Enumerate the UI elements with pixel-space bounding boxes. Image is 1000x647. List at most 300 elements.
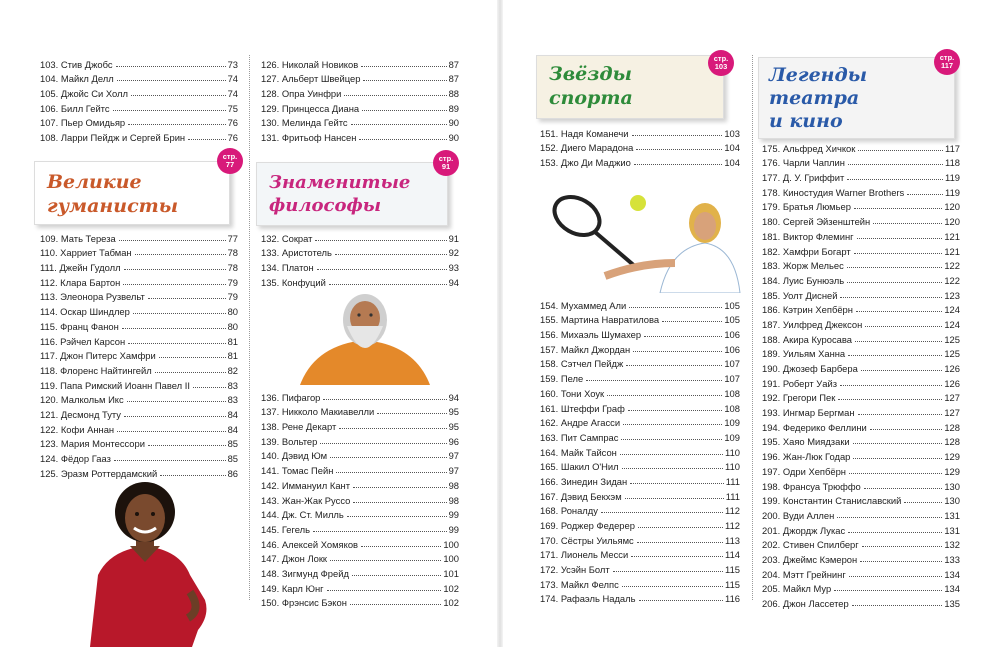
entry-title: 103. Стив Джобс [40, 58, 113, 70]
toc-entry [762, 492, 960, 507]
dot-leader [629, 307, 722, 308]
entry-title: 155. Мартина Навратилова [540, 314, 660, 326]
entry-title: 159. Пеле [540, 373, 584, 385]
toc-entry [40, 405, 238, 420]
dot-leader [123, 284, 225, 285]
section-heading-humanists [34, 161, 230, 225]
entry-page: 115 [725, 578, 740, 590]
dot-leader [315, 240, 446, 241]
entry-title: 134. Платон [261, 262, 314, 274]
entry-page: 101 [443, 567, 459, 579]
dot-leader [148, 445, 226, 446]
dot-leader [870, 429, 943, 430]
entry-title: 108. Ларри Пейдж и Сергей Брин [40, 132, 186, 144]
dot-leader [335, 254, 447, 255]
toc-entry [261, 432, 459, 447]
entry-page: 125 [944, 333, 960, 345]
dot-leader [119, 240, 226, 241]
dot-leader [128, 343, 225, 344]
entry-title: 153. Джо Ди Маджио [540, 157, 631, 169]
dot-leader [858, 414, 943, 415]
entry-page: 108 [724, 402, 740, 414]
dot-leader [847, 282, 942, 283]
toc-entry [762, 433, 960, 448]
dot-leader [634, 164, 723, 165]
toc-entry [762, 418, 960, 433]
entry-title: 104. Майкл Делл [40, 73, 114, 85]
entry-page: 105 [724, 299, 740, 311]
entry-page: 73 [227, 58, 238, 70]
toc-entry [762, 550, 960, 565]
entry-page: 116 [725, 593, 740, 605]
toc-entry [540, 502, 740, 517]
badge-label: стр. [713, 54, 729, 63]
dot-leader [848, 532, 942, 533]
badge-label: стр. [222, 152, 238, 161]
dot-leader [855, 341, 942, 342]
entry-title: 142. Иммануил Кант [261, 479, 351, 491]
entry-title: 106. Билл Гейтс [40, 102, 110, 114]
entry-page: 88 [448, 88, 459, 100]
toc-entry [40, 128, 238, 143]
dot-leader [625, 498, 724, 499]
entry-page: 119 [945, 186, 960, 198]
entry-title: 190. Джозеф Барбера [762, 363, 858, 374]
toc-entry [261, 447, 459, 462]
toc-entry [762, 374, 960, 389]
entry-page: 112 [725, 505, 740, 517]
entry-page: 115 [725, 564, 740, 576]
entry-title: 173. Майкл Фелпс [540, 578, 619, 590]
toc-entry [261, 417, 459, 432]
toc-entry [261, 273, 459, 288]
entry-title: 185. Уолт Дисней [762, 289, 838, 301]
entry-page: 100 [443, 553, 459, 565]
entry-title: 133. Аристотель [261, 247, 332, 259]
entry-title: 119. Папа Римский Иоанн Павел II [40, 379, 190, 391]
entry-title: 126. Николай Новиков [261, 58, 359, 70]
entry-title: 165. Шакил О'Нил [540, 461, 619, 473]
entry-title: 193. Ингмар Бергман [762, 407, 855, 419]
entry-page: 130 [944, 495, 960, 507]
toc-entry [540, 575, 740, 590]
entry-page: 94 [448, 391, 459, 403]
dot-leader [848, 355, 942, 356]
dot-leader [620, 454, 723, 455]
entry-page: 74 [227, 88, 238, 100]
toc-entry [40, 435, 238, 450]
entry-title: 194. Федерико Феллини [762, 421, 867, 433]
dot-leader [636, 149, 722, 150]
entry-page: 108 [724, 387, 740, 399]
entry-page: 111 [725, 490, 740, 502]
toc-entry [540, 369, 740, 384]
dot-leader [856, 311, 942, 312]
toc-entry [540, 487, 740, 502]
badge-label: стр. [438, 154, 454, 163]
toc-entry [762, 330, 960, 345]
toc-entry [261, 594, 459, 609]
dot-leader [601, 512, 723, 513]
entry-page: 135 [944, 598, 960, 609]
entry-page: 79 [227, 291, 238, 303]
entry-title: 198. Франсуа Трюффо [762, 480, 861, 492]
toc-entry [261, 388, 459, 403]
entry-title: 191. Роберт Уайз [762, 377, 837, 389]
entry-page: 92 [448, 247, 459, 259]
entry-page: 109 [724, 417, 740, 429]
dot-leader [124, 269, 226, 270]
dot-leader [854, 208, 942, 209]
entry-page: 121 [944, 245, 960, 257]
toc-entry [762, 594, 960, 609]
entry-title: 168. Роналду [540, 505, 598, 517]
toc-entry [540, 325, 740, 340]
entry-title: 187. Уилфред Джексон [762, 318, 863, 330]
toc-entry [540, 399, 740, 414]
toc-entry [40, 347, 238, 362]
toc-entry [261, 520, 459, 535]
entry-title: 131. Фритьоф Нансен [261, 132, 357, 144]
dot-leader [904, 502, 942, 503]
toc-entry [40, 258, 238, 273]
entry-title: 188. Акира Куросава [762, 333, 852, 345]
toc-entry [40, 229, 238, 244]
entry-title: 205. Майкл Мур [762, 583, 832, 595]
dot-leader [834, 590, 942, 591]
entry-page: 90 [448, 132, 459, 144]
entry-page: 78 [227, 247, 238, 259]
toc-entry [762, 521, 960, 536]
dot-leader [117, 431, 225, 432]
entry-page: 94 [448, 276, 459, 288]
entry-page: 74 [227, 73, 238, 85]
toc-entry [40, 244, 238, 259]
entry-page: 83 [227, 379, 238, 391]
toc-entry [762, 183, 960, 198]
entry-page: 119 [945, 172, 960, 184]
toc-entry [540, 355, 740, 370]
entry-page: 102 [443, 597, 459, 609]
toc-entry [261, 99, 459, 114]
dot-leader [854, 253, 943, 254]
dot-leader [160, 475, 225, 476]
section-heading-sport [536, 55, 724, 119]
entry-page: 76 [227, 132, 238, 144]
dot-leader [637, 542, 723, 543]
entry-title: 181. Виктор Флеминг [762, 230, 854, 242]
entry-page: 90 [448, 117, 459, 129]
section-heading-text: Звёзды спорта [549, 63, 633, 109]
entry-page: 127 [944, 392, 960, 404]
dot-leader [114, 460, 226, 461]
toc-entry [40, 420, 238, 435]
toc-entry [261, 55, 459, 70]
toc-entry [261, 258, 459, 273]
entry-page: 91 [448, 232, 459, 244]
toc-entry [540, 124, 740, 139]
toc-entry [540, 153, 740, 168]
tennis-illustration [545, 188, 745, 293]
toc-entry [762, 536, 960, 551]
entry-title: 163. Пит Сампрас [540, 431, 619, 443]
dot-leader [838, 399, 942, 400]
dot-leader [626, 365, 722, 366]
toc-entry [762, 168, 960, 183]
badge-page: 91 [441, 162, 451, 171]
toc-entry [40, 84, 238, 99]
toc-entry [762, 477, 960, 492]
toc-entry [762, 403, 960, 418]
entry-page: 84 [227, 408, 238, 420]
toc-entry [540, 458, 740, 473]
entry-title: 151. Надя Команечи [540, 127, 629, 139]
toc-entry [762, 565, 960, 580]
section-heading-philosophers [256, 162, 448, 226]
entry-title: 109. Мать Тереза [40, 232, 116, 244]
dot-leader [631, 556, 723, 557]
dot-leader [630, 483, 724, 484]
toc-entry [261, 244, 459, 259]
dot-leader [353, 487, 447, 488]
dot-leader [336, 472, 446, 473]
entry-title: 162. Андре Агасси [540, 417, 621, 429]
dot-leader [613, 571, 723, 572]
page-badge [708, 50, 734, 76]
dot-leader [864, 488, 943, 489]
toc-entry [40, 273, 238, 288]
entry-page: 95 [448, 406, 459, 418]
toc-entry [540, 384, 740, 399]
dot-leader [632, 135, 723, 136]
toc-entry [540, 340, 740, 355]
entry-title: 115. Франц Фанон [40, 320, 119, 332]
dot-leader [853, 458, 942, 459]
entry-title: 144. Дж. Ст. Милль [261, 509, 344, 521]
entry-title: 160. Тони Хоук [540, 387, 605, 399]
dot-leader [607, 395, 722, 396]
entry-title: 206. Джон Лассетер [762, 598, 849, 609]
dot-leader [320, 443, 446, 444]
entry-page: 129 [944, 451, 960, 463]
entry-page: 98 [448, 479, 459, 491]
toc-list-top-left [40, 55, 238, 143]
toc-entry [762, 154, 960, 169]
entry-page: 77 [227, 232, 238, 244]
toc-entry [261, 550, 459, 565]
toc-list-sport-b [540, 296, 740, 604]
entry-page: 103 [724, 127, 740, 139]
entry-title: 203. Джеймс Кэмерон [762, 553, 858, 565]
entry-title: 197. Одри Хепбёрн [762, 465, 846, 477]
entry-title: 158. Сэтчел Пейдж [540, 358, 624, 370]
toc-entry [762, 227, 960, 242]
entry-title: 204. Мэтт Грейнинг [762, 568, 846, 580]
entry-page: 99 [448, 509, 459, 521]
entry-title: 172. Усэйн Болт [540, 564, 610, 576]
toc-entry [40, 302, 238, 317]
entry-page: 114 [725, 549, 740, 561]
entry-title: 177. Д. У. Гриффит [762, 172, 845, 184]
toc-entry [762, 359, 960, 374]
entry-page: 109 [724, 431, 740, 443]
dot-leader [363, 80, 446, 81]
entry-title: 114. Оскар Шиндлер [40, 306, 130, 318]
dot-leader [131, 95, 226, 96]
dot-leader [117, 80, 226, 81]
entry-page: 106 [724, 343, 740, 355]
toc-entry [261, 229, 459, 244]
toc-entry [540, 516, 740, 531]
dot-leader [188, 139, 225, 140]
entry-page: 87 [448, 73, 459, 85]
entry-title: 132. Сократ [261, 232, 313, 244]
toc-entry [540, 311, 740, 326]
dot-leader [124, 416, 226, 417]
entry-page: 99 [448, 523, 459, 535]
entry-title: 149. Карл Юнг [261, 582, 324, 594]
toc-entry [261, 506, 459, 521]
section-heading-text: Знаменитые философы [269, 172, 411, 216]
dot-leader [860, 561, 942, 562]
dot-leader [193, 387, 226, 388]
dot-leader [313, 531, 447, 532]
toc-entry [261, 70, 459, 85]
entry-page: 134 [944, 568, 960, 580]
dot-leader [133, 313, 226, 314]
entry-page: 84 [227, 423, 238, 435]
toc-list-sport-a [540, 124, 740, 168]
toc-entry [762, 462, 960, 477]
entry-title: 148. Зигмунд Фрейд [261, 567, 349, 579]
dot-leader [361, 66, 446, 67]
entry-page: 86 [227, 467, 238, 479]
entry-title: 105. Джойс Си Холл [40, 88, 128, 100]
dot-leader [330, 560, 441, 561]
section-heading-text: Великие гуманисты [47, 171, 179, 217]
dot-leader [586, 380, 722, 381]
entry-page: 95 [448, 421, 459, 433]
entry-title: 170. Сёстры Уильямс [540, 534, 634, 546]
entry-title: 192. Грегори Пек [762, 392, 836, 404]
entry-page: 129 [944, 465, 960, 477]
entry-title: 201. Джордж Лукас [762, 524, 846, 536]
entry-title: 136. Пифагор [261, 391, 321, 403]
toc-list-humanists [40, 229, 238, 479]
badge-page: 77 [225, 160, 235, 169]
entry-title: 111. Джейн Гудолл [40, 262, 121, 274]
toc-entry [540, 590, 740, 605]
dot-leader [853, 443, 943, 444]
entry-title: 118. Флоренс Найтингейл [40, 364, 152, 376]
entry-page: 81 [227, 350, 238, 362]
toc-entry [540, 560, 740, 575]
entry-title: 202. Стивен Спилберг [762, 539, 859, 551]
toc-entry [540, 296, 740, 311]
page-badge [934, 49, 960, 75]
dot-leader [127, 401, 226, 402]
entry-page: 124 [944, 318, 960, 330]
dot-leader [344, 95, 446, 96]
dot-leader [148, 298, 226, 299]
dot-leader [849, 473, 942, 474]
toc-entry [762, 198, 960, 213]
toc-entry [261, 84, 459, 99]
dot-leader [847, 179, 943, 180]
dot-leader [113, 110, 226, 111]
badge-label: стр. [939, 53, 955, 62]
entry-page: 105 [724, 314, 740, 326]
toc-entry [540, 531, 740, 546]
entry-title: 125. Эразм Роттердамский [40, 467, 158, 479]
toc-entry [261, 579, 459, 594]
dot-leader [159, 357, 226, 358]
dot-leader [622, 468, 723, 469]
entry-page: 133 [944, 553, 960, 565]
entry-title: 161. Штеффи Граф [540, 402, 625, 414]
entry-page: 113 [725, 534, 740, 546]
entry-title: 179. Братья Люмьер [762, 201, 851, 213]
entry-page: 78 [227, 262, 238, 274]
toc-list-theatre [762, 139, 960, 609]
toc-list-top-mid [261, 55, 459, 143]
toc-entry [261, 128, 459, 143]
entry-page: 98 [448, 494, 459, 506]
dot-leader [362, 110, 446, 111]
entry-page: 89 [448, 102, 459, 114]
entry-page: 107 [724, 373, 740, 385]
entry-page: 96 [448, 435, 459, 447]
dot-leader [840, 297, 942, 298]
entry-title: 107. Пьер Омидьяр [40, 117, 126, 129]
entry-title: 178. Киностудия Warner Brothers [762, 186, 905, 198]
entry-page: 97 [448, 450, 459, 462]
dot-leader [135, 254, 226, 255]
entry-page: 75 [227, 102, 238, 114]
entry-title: 129. Принцесса Диана [261, 102, 360, 114]
book-spine [497, 0, 503, 647]
dot-leader [858, 150, 943, 151]
entry-title: 199. Константин Станиславский [762, 495, 902, 507]
dot-leader [359, 139, 446, 140]
dot-leader [848, 164, 943, 165]
toc-entry [540, 414, 740, 429]
entry-page: 126 [944, 363, 960, 374]
entry-page: 87 [448, 58, 459, 70]
dot-leader [840, 385, 942, 386]
entry-page: 107 [724, 358, 740, 370]
toc-entry [40, 391, 238, 406]
toc-entry [261, 564, 459, 579]
dot-leader [377, 413, 446, 414]
entry-page: 102 [443, 582, 459, 594]
toc-entry [40, 288, 238, 303]
entry-page: 76 [227, 117, 238, 129]
dot-leader [873, 223, 942, 224]
toc-entry [40, 55, 238, 70]
entry-title: 189. Уильям Ханна [762, 348, 846, 360]
entry-title: 140. Дэвид Юм [261, 450, 328, 462]
toc-entry [762, 257, 960, 272]
entry-page: 128 [944, 421, 960, 433]
entry-title: 175. Альфред Хичкок [762, 142, 856, 154]
entry-page: 110 [725, 446, 740, 458]
entry-title: 124. Фёдор Гааз [40, 453, 111, 464]
dot-leader [633, 351, 722, 352]
dot-leader [317, 269, 447, 270]
entry-title: 182. Хамфри Богарт [762, 245, 851, 257]
entry-title: 121. Десмонд Туту [40, 408, 121, 420]
